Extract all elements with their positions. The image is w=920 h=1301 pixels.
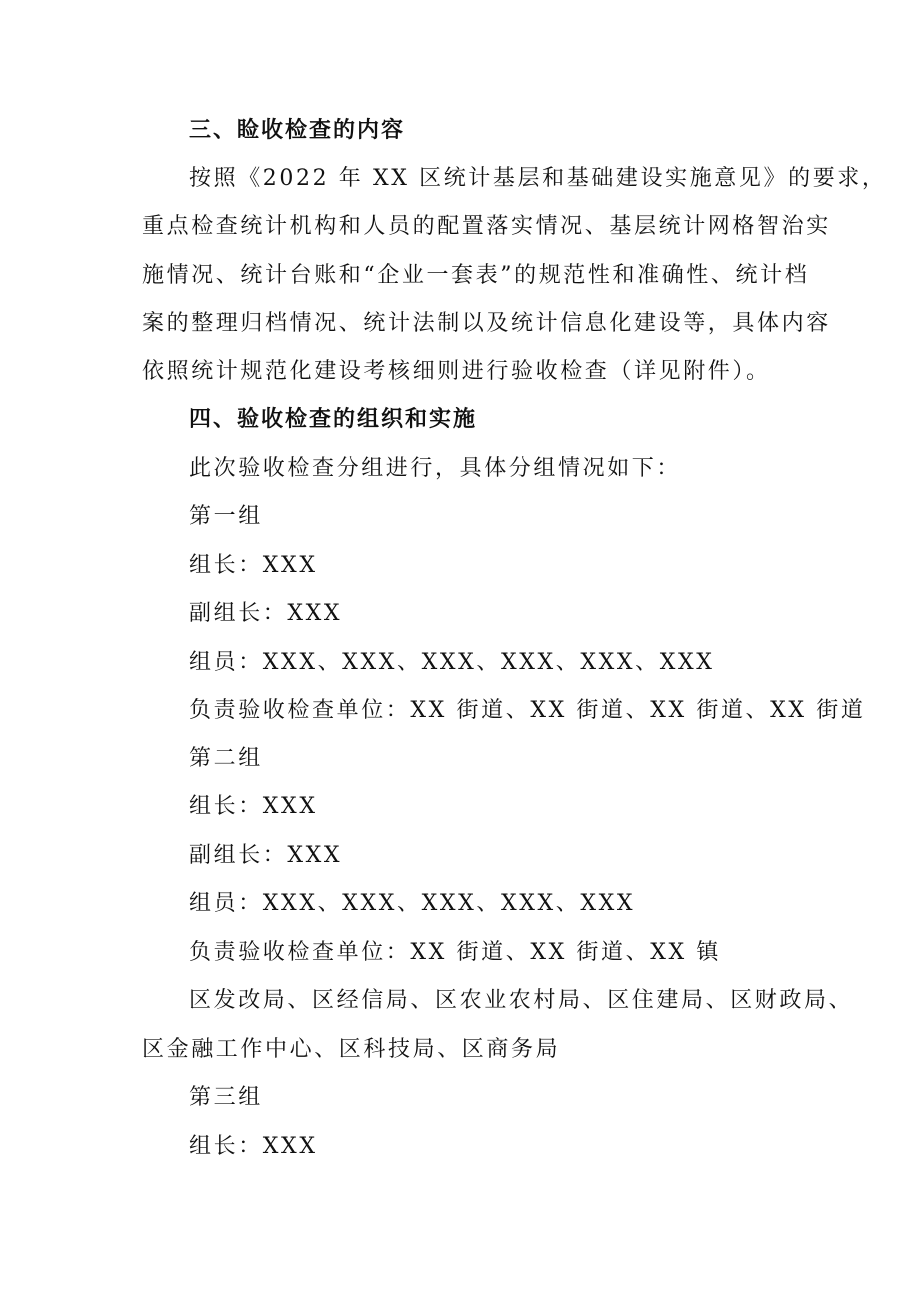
group-2-leader: 组长：XXX	[189, 794, 318, 819]
section-3-paragraph-line-1: 按照《2022 年 XX 区统计基层和基础建设实施意见》的要求，	[189, 166, 887, 191]
group-1-deputy: 副组长：XXX	[189, 601, 343, 626]
group-2-units: 负责验收检查单位：XX 街道、XX 街道、XX 镇	[189, 940, 721, 965]
group-2-members: 组员：XXX、XXX、XXX、XXX、XXX	[189, 891, 636, 916]
section-3-paragraph-line-3: 施情况、统计台账和“企业一套表”的规范性和准确性、统计档	[142, 263, 810, 288]
group-2-title: 第二组	[189, 746, 263, 771]
group-2-bureaus-line-1: 区发改局、区经信局、区农业农村局、区住建局、区财政局、	[189, 988, 854, 1013]
group-1-members: 组员：XXX、XXX、XXX、XXX、XXX、XXX	[189, 650, 715, 675]
group-2-bureaus-line-2: 区金融工作中心、区科技局、区商务局	[142, 1037, 561, 1062]
section-3-heading: 三、睑收检查的内容	[189, 118, 406, 143]
group-3-leader: 组长：XXX	[189, 1134, 318, 1159]
group-3-title: 第三组	[189, 1085, 263, 1110]
group-1-title: 第一组	[189, 504, 263, 529]
section-3-paragraph-line-4: 案的整理归档情况、统计法制以及统计信息化建设等，具体内容	[142, 311, 831, 336]
group-1-leader: 组长：XXX	[189, 553, 318, 578]
group-1-units: 负责验收检查单位：XX 街道、XX 街道、XX 街道、XX 街道	[189, 698, 866, 723]
section-4-heading: 四、验收检查的组织和实施	[189, 407, 478, 432]
section-3-paragraph-line-2: 重点检查统计机构和人员的配置落实情况、基层统计网格智治实	[142, 214, 831, 239]
group-2-deputy: 副组长：XXX	[189, 843, 343, 868]
section-3-paragraph-line-5: 依照统计规范化建设考核细则进行验收检查（详见附件）。	[142, 359, 771, 384]
section-4-intro: 此次验收检查分组进行，具体分组情况如下：	[189, 456, 682, 481]
